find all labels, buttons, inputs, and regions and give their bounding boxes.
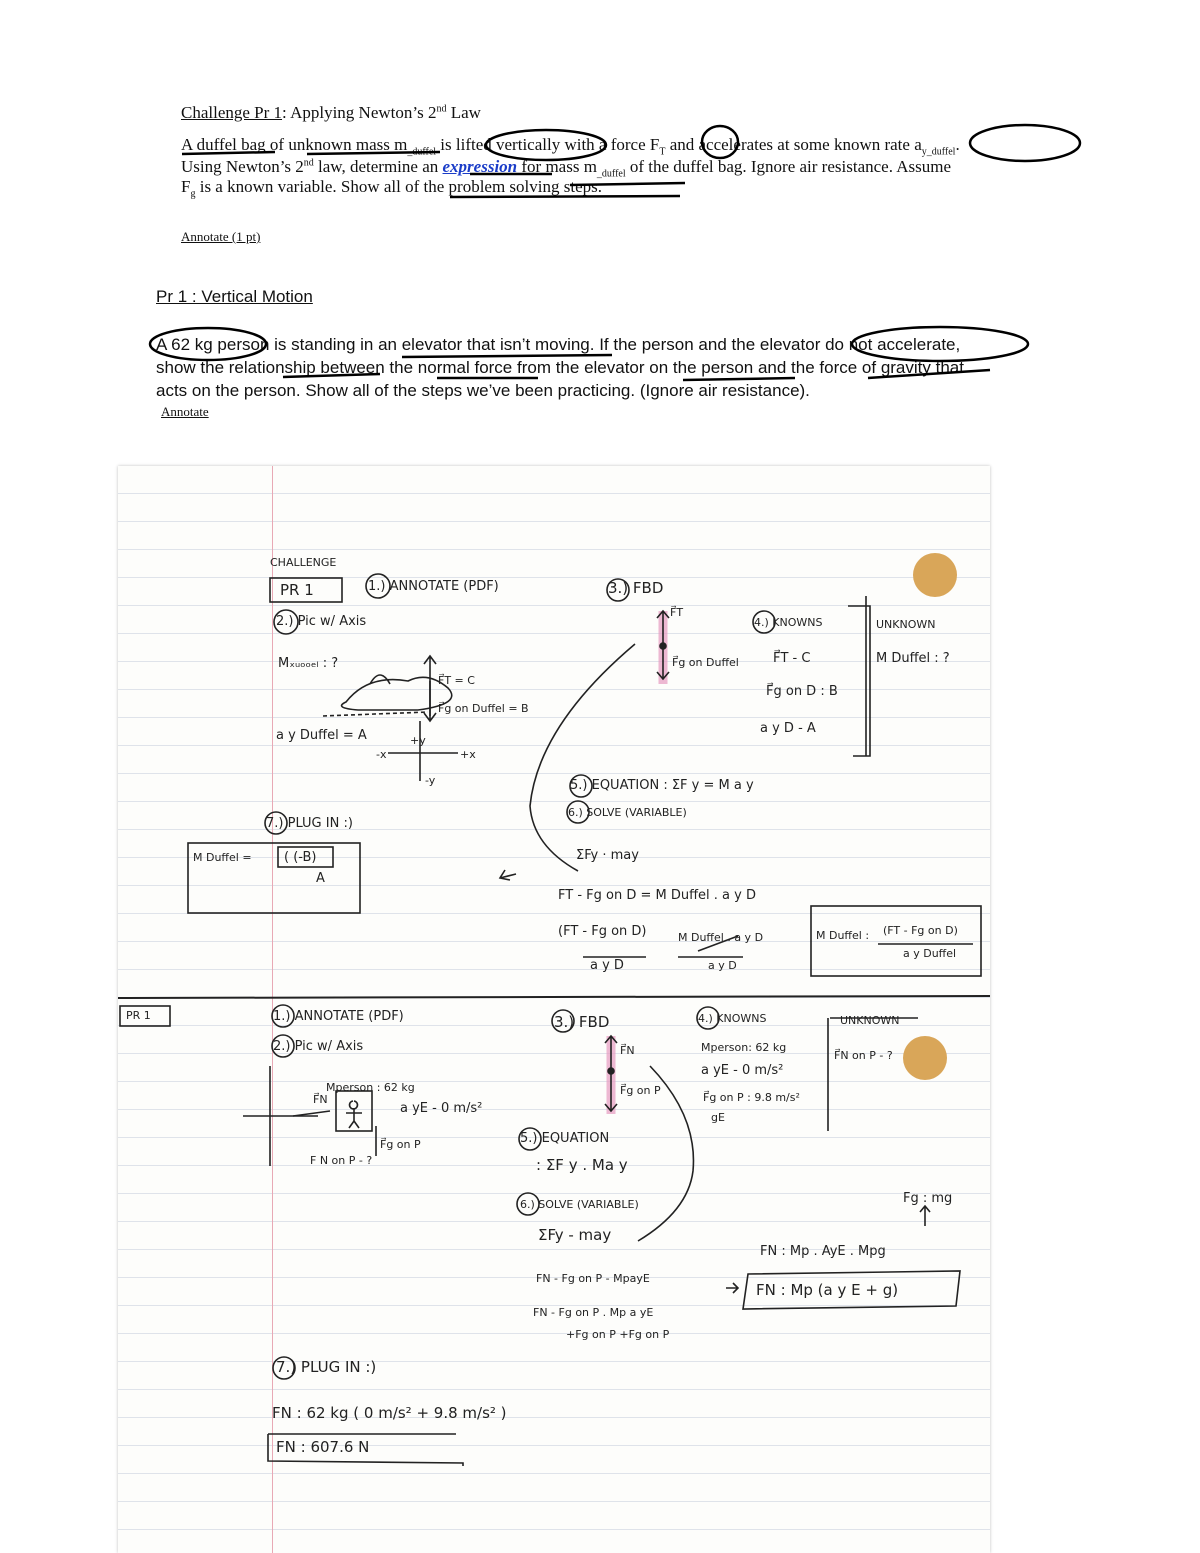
plug-lhs: M Duffel = xyxy=(193,851,252,864)
b-step1-annotate: 1.) ANNOTATE (PDF) xyxy=(273,1009,404,1024)
challenge-line2-a: Using Newton’s 2 xyxy=(181,157,304,176)
circle-do-not-accelerate xyxy=(852,327,1028,361)
problem1-line-3: acts on the person. Show all of the steps we’ve been practicing. (Ignore air resistance). xyxy=(156,381,810,400)
challenge-line1-sub: _duffel xyxy=(407,146,437,158)
plus-y-label: +y xyxy=(410,734,426,747)
problem1-line-1: A 62 kg person is standing in an elevator that isn’t moving. If the person and the elevator do not accelerate, xyxy=(156,335,961,354)
challenge-line2-sup: nd xyxy=(303,157,314,169)
solve-line-3b: a y D xyxy=(590,958,624,973)
b-known-a: a yE - 0 m/s² xyxy=(701,1063,784,1078)
curved-arrow-top xyxy=(530,644,635,871)
minus-y-label: -y xyxy=(425,774,436,787)
solve-line-2: FT - Fg on D = M Duffel . a y D xyxy=(558,888,756,903)
step4-knowns: 4.) KNOWNS xyxy=(754,616,823,629)
axis-cross-bottom xyxy=(243,1066,318,1166)
unknown-m-duffel: M Duffel : ? xyxy=(876,651,950,666)
underline-mass xyxy=(570,183,685,185)
step6-solve: 6.) SOLVE (VARIABLE) xyxy=(568,806,687,819)
challenge-line1-sub3: y_duffel xyxy=(921,146,956,158)
challenge-expression-word: expression xyxy=(442,157,518,176)
b-known-mass: Mperson: 62 kg xyxy=(701,1041,787,1054)
fn-final-equation: FN : Mp (a y E + g) xyxy=(756,1281,899,1299)
fg-mg-arrow xyxy=(920,1206,930,1226)
underline-duffel-bag xyxy=(182,152,275,154)
annotation-marks xyxy=(0,0,1200,460)
challenge-label: CHALLENGE xyxy=(270,556,337,569)
circle-62kg-person xyxy=(150,328,266,360)
challenge-annotate-label: Annotate (1 pt) xyxy=(181,229,261,244)
b-known-ge: gE xyxy=(711,1111,725,1124)
challenge-line3-a: F xyxy=(181,177,191,196)
duffel-bag-sketch xyxy=(342,677,452,710)
result-numerator: (FT - Fg on D) xyxy=(883,924,958,937)
fg-equals-mg: Fg : mg xyxy=(903,1191,953,1206)
known-fg: F⃗g on D : B xyxy=(766,684,838,699)
b-step4-knowns: 4.) KNOWNS xyxy=(698,1012,767,1025)
challenge-line1-c: and accelerates at some known rate a xyxy=(665,135,922,154)
b-step7-plug-in: 7.) PLUG IN :) xyxy=(276,1358,377,1376)
challenge-line1-sub2: T xyxy=(659,146,666,158)
solve-line-3d: a y D xyxy=(708,959,737,972)
ground-line xyxy=(323,712,428,716)
b-step3-fbd: 3.) FBD xyxy=(554,1013,610,1031)
b-unknown-divider xyxy=(828,1018,918,1131)
plug-equation: FN : 62 kg ( 0 m/s² + 9.8 m/s² ) xyxy=(272,1404,507,1422)
plus-x-label: +x xyxy=(460,748,476,761)
b-solve-line-1: ΣFy - may xyxy=(538,1226,612,1244)
step1-annotate: 1.) ANNOTATE (PDF) xyxy=(368,579,499,594)
solve-line-3a: (FT - Fg on D) xyxy=(558,924,647,939)
challenge-title-sup: nd xyxy=(436,103,447,115)
challenge-line2-c: for mass m xyxy=(517,157,597,176)
challenge-line1-b: is lifted vertically with a force F xyxy=(436,135,660,154)
challenge-title-end: Law xyxy=(446,103,481,122)
solve-line-1: ΣFy · may xyxy=(576,848,639,863)
solve-line-3c: M Duffel . a y D xyxy=(678,931,764,944)
result-m-duffel: M Duffel : xyxy=(816,929,870,942)
fn-label: F⃗N xyxy=(313,1093,328,1106)
underline-elevator xyxy=(402,355,612,357)
underline-relationship xyxy=(283,374,380,377)
challenge-title-prefix: Challenge Pr 1 xyxy=(181,103,283,122)
challenge-line2-sub: _duffel xyxy=(596,168,626,180)
unknown-divider xyxy=(848,596,870,756)
plug-numerator: ( (-B) xyxy=(284,850,317,865)
fg-on-p-label: F⃗g on P xyxy=(380,1138,421,1151)
underline-problem-solving xyxy=(450,196,680,197)
section-divider xyxy=(118,996,990,998)
person-figure xyxy=(346,1101,362,1128)
b-fbd-fn-label: F⃗N xyxy=(620,1044,635,1057)
minus-x-label: -x xyxy=(376,748,387,761)
ft-equals-c: F⃗T = C xyxy=(438,674,475,687)
pr1-box-label: PR 1 xyxy=(280,581,314,599)
notebook-drawings xyxy=(118,466,990,1553)
circle-ft xyxy=(702,126,738,158)
problem1-line-2: show the relationship between the normal force from the elevator on the person and the force of gravity that xyxy=(156,358,964,377)
plug-answer: FN : 607.6 N xyxy=(276,1438,370,1456)
fbd-top-dot xyxy=(660,643,666,649)
fn-expanded: FN : Mp . AyE . Mpg xyxy=(760,1244,886,1259)
b-fbd-fg-label: F⃗g on P xyxy=(620,1084,661,1097)
b-step5-equation: 5.) EQUATION xyxy=(520,1131,610,1146)
step5-equation: 5.) EQUATION : ΣF y = M a y xyxy=(570,778,754,793)
b-step6-solve: 6.) SOLVE (VARIABLE) xyxy=(520,1198,639,1211)
fbd-fg-label: F⃗g on Duffel xyxy=(672,656,739,669)
step3-fbd: 3.) FBD xyxy=(608,579,664,597)
challenge-line2-d: of the duffel bag. Ignore air resistance. Assume xyxy=(625,157,952,176)
b-solve-line-2: FN - Fg on P - MpayE xyxy=(536,1272,650,1285)
b-solve-line-3: FN - Fg on P . Mp a yE xyxy=(533,1306,654,1319)
ay-equals-a: a y Duffel = A xyxy=(276,728,367,743)
b-known-fg: F⃗g on P : 9.8 m/s² xyxy=(703,1091,800,1104)
axis-cross-top xyxy=(388,721,458,781)
a-ye-label: a yE - 0 m/s² xyxy=(400,1101,483,1116)
b-unknown-fn: F⃗N on P - ? xyxy=(834,1049,893,1062)
fg-arrow xyxy=(424,681,436,721)
implies-arrow xyxy=(726,1283,738,1293)
challenge-line2-b: law, determine an xyxy=(313,157,443,176)
b-equation: : ΣF y . Ma y xyxy=(536,1156,628,1174)
m-person-label: Mperson : 62 kg xyxy=(326,1081,415,1094)
unknown-header: UNKNOWN xyxy=(876,618,936,631)
problem1-title: Pr 1 : Vertical Motion xyxy=(156,287,313,306)
challenge-line3-sub: g xyxy=(190,188,196,200)
known-ay: a y D - A xyxy=(760,721,816,736)
circle-lifted-vertically xyxy=(486,130,606,160)
b-unknown-header: UNKNOWN xyxy=(840,1014,900,1027)
step7-plug-in: 7.) PLUG IN :) xyxy=(266,816,353,831)
pr1-section-label: PR 1 xyxy=(126,1009,151,1022)
underline-on-person xyxy=(683,378,795,380)
fbd-bottom-dot xyxy=(608,1068,614,1074)
b-solve-line-4: +Fg on P +Fg on P xyxy=(566,1328,670,1341)
challenge-line1-d: . xyxy=(955,135,960,154)
underline-unknown-mass xyxy=(307,152,440,154)
b-step2-pic: 2.) Pic w/ Axis xyxy=(273,1039,364,1054)
plug-denominator: A xyxy=(316,871,325,886)
problem1-annotate-label: Annotate xyxy=(161,404,209,419)
notebook-page xyxy=(118,466,990,1553)
fg-equals-b: F⃗g on Duffel = B xyxy=(438,702,529,715)
step2-pic: 2.) Pic w/ Axis xyxy=(276,614,367,629)
challenge-line3-b: is a known variable. Show all of the problem solving steps. xyxy=(195,177,602,196)
underline-force-gravity xyxy=(868,370,990,378)
left-arrow xyxy=(500,870,516,880)
m-duffel-unknown: Mₓᵤₒₒₑₗ : ? xyxy=(278,656,339,671)
result-denominator: a y Duffel xyxy=(903,947,957,960)
challenge-title-rest: : Applying Newton’s 2 xyxy=(282,103,437,122)
challenge-line1-a: A duffel bag of unknown mass m xyxy=(181,135,408,154)
fbd-ft-label: F⃗T xyxy=(670,606,684,619)
fn-on-p-unknown: F N on P - ? xyxy=(310,1154,373,1167)
circle-rate-a xyxy=(970,125,1080,161)
known-ft: F⃗T - C xyxy=(773,651,811,666)
